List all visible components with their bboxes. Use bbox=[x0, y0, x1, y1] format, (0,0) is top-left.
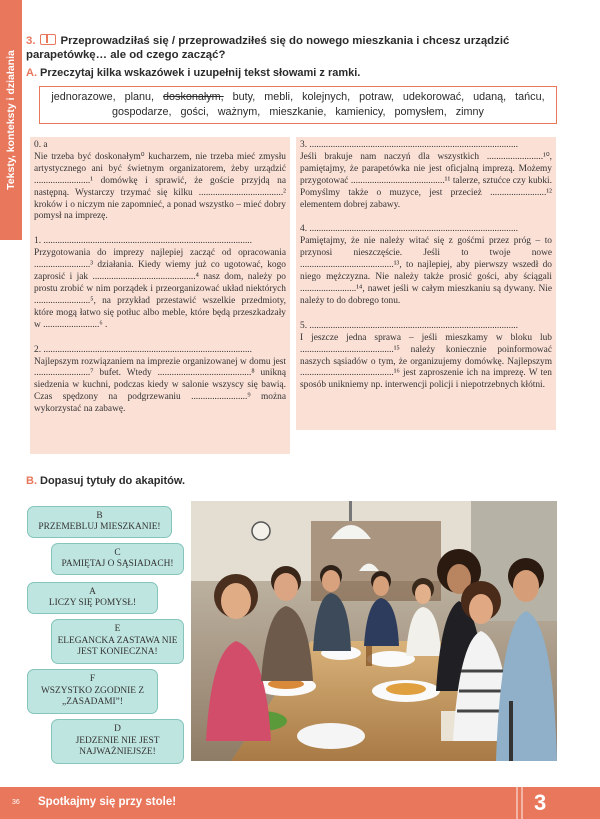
section-a-letter: A. bbox=[26, 67, 37, 79]
title-card-text: JEDZENIE NIE JEST NAJWAŻNIEJSZE! bbox=[75, 735, 160, 758]
exercise-heading bbox=[26, 34, 566, 62]
book-icon bbox=[40, 34, 56, 45]
word-bank-item: jednorazowe, bbox=[51, 91, 116, 103]
word-bank-item: buty, bbox=[232, 91, 256, 103]
text-paragraph: 4. ......................................................................................... Pamiętajmy, że nie należy witać się z gośćmi przez próg – to przynosi nieszczęście. Jeśli to twoje nowe ........................................¹³, to najlepiej, aby pierwszy wszedł do niego mężczyzna. Nie należy także prosić gości, aby ściągali ........................¹⁴, nawet jeśli w całym mieszkaniu są dywany. Nie należy to do dobrego tonu. bbox=[300, 224, 552, 306]
word-bank-item: zimny bbox=[455, 106, 484, 118]
title-card-letter: E bbox=[114, 624, 121, 635]
word-bank-item: tańcu, bbox=[515, 91, 545, 103]
word-bank-box bbox=[39, 86, 557, 124]
title-card-letter: B bbox=[96, 510, 103, 521]
title-card-letter: F bbox=[89, 674, 96, 685]
text-paragraph: 5. ......................................................................................... I jeszcze jedna sprawa – jeśli mieszkamy w bloku lub ........................................¹⁵ należy koniecznie poinformować naszych sąsiadów o tym, że organizujemy domówkę. Najlepszym ........................................¹⁶ jest zaproszenie ich na imprezę. W ten sposób unikniemy np. interwencji policji i niepotrzebnych kłótni. bbox=[300, 320, 552, 391]
title-card-letter: A bbox=[89, 586, 96, 597]
section-b-letter: B. bbox=[26, 475, 37, 487]
title-card[interactable] bbox=[27, 582, 158, 614]
text-paragraph: 0. a Nie trzeba być doskonałym⁰ kucharzem, nie trzeba mieć zmysłu artystycznego ani być świetnym organizatorem, żeby urządzić ........................¹ domówkę i sprawić, że goście przyjdą na następną. Wystarczy trzymać się kilku ....................................² kroków i o niczym nie zapomnieć, a ponad wszystko – mieć dobry pomysł na imprezę. bbox=[34, 140, 286, 222]
word-bank-item: mebli, bbox=[264, 91, 294, 103]
word-bank-item: planu, bbox=[124, 91, 155, 103]
side-section-tab bbox=[0, 0, 22, 240]
page-footer bbox=[0, 787, 600, 819]
exercise-question: Przeprowadziłaś się / przeprowadziłeś się do nowego mieszkania i chcesz urządzić parapetówkę… ale od czego zacząć? bbox=[26, 35, 510, 61]
text-column-left bbox=[30, 137, 290, 454]
text-paragraph: 3. ......................................................................................... Jeśli brakuje nam naczyń dla wszystkich ........................¹⁰, pamiętajmy, że parapetówka nie jest oficjalną imprezą. Możemy przygotować ........................................¹¹ talerze, sztućce czy kubki. Pomyślmy także o muzyce, jest przecież ........................¹² elementem dobrej zabawy. bbox=[300, 140, 552, 210]
page-number: 36 bbox=[12, 799, 20, 806]
word-bank-item: pomysłem, bbox=[394, 106, 447, 118]
section-a-heading bbox=[26, 67, 360, 79]
title-card[interactable] bbox=[51, 619, 184, 664]
title-card-letter: C bbox=[114, 547, 121, 558]
word-bank-item: udekorować, bbox=[402, 91, 465, 103]
title-card-letter: D bbox=[114, 724, 121, 735]
word-bank-item: ważnym, bbox=[217, 106, 261, 118]
word-bank-item: kolejnych, bbox=[302, 91, 351, 103]
word-bank-item: gości, bbox=[180, 106, 209, 118]
dinner-party-photo bbox=[191, 501, 557, 761]
title-card[interactable] bbox=[51, 543, 184, 575]
title-card-text: WSZYSTKO ZGODNIE Z „ZASADAMI”! bbox=[40, 685, 145, 708]
word-bank-item: doskonałym, bbox=[163, 91, 224, 103]
word-bank-item: mieszkanie, bbox=[269, 106, 327, 118]
title-card[interactable] bbox=[27, 506, 172, 538]
footer-divider bbox=[516, 787, 518, 819]
word-bank-item: potraw, bbox=[359, 91, 394, 103]
unit-number: 3 bbox=[534, 790, 547, 815]
word-bank-item: kamienicy, bbox=[335, 106, 386, 118]
word-bank-item: gospodarze, bbox=[112, 106, 172, 118]
chapter-title: Spotkajmy się przy stole! bbox=[38, 796, 177, 808]
title-card-text: LICZY SIĘ POMYSŁ! bbox=[48, 598, 137, 608]
title-card-text: ELEGANCKA ZASTAWA NIE JEST KONIECZNA! bbox=[57, 635, 178, 658]
exercise-number: 3. bbox=[26, 35, 36, 47]
section-a-instruction: Przeczytaj kilka wskazówek i uzupełnij tekst słowami z ramki. bbox=[40, 67, 361, 79]
footer-divider bbox=[521, 787, 523, 819]
side-section-label: Teksty, konteksty i działania bbox=[5, 50, 17, 190]
title-card-text: PRZEMEBLUJ MIESZKANIE! bbox=[38, 522, 161, 532]
title-card[interactable] bbox=[51, 719, 184, 764]
word-bank-item: udaną, bbox=[473, 91, 507, 103]
text-column-right bbox=[296, 137, 556, 430]
title-card-text: PAMIĘTAJ O SĄSIADACH! bbox=[61, 559, 174, 569]
title-card[interactable] bbox=[27, 669, 158, 714]
text-paragraph: 2. ......................................................................................... Najlepszym rozwiązaniem na imprezie organizowanej w domu jest ........................⁷ bufet. Wtedy ........................................⁸ unikną siedzenia w kuchni, podczas kiedy w salonie wszyscy się bawią. Czas spędzony na podgrzewaniu ........................⁹ można wykorzystać na zabawę. bbox=[34, 344, 286, 415]
text-paragraph: 1. ......................................................................................... Przygotowania do imprezy najlepiej zacząć od opracowania ........................³ działania. Kiedy wiemy już co ugotować, kogo zaprosić i jak ............................................⁴ nasz dom, należy po prostu zrobić w nim porządek i przeorganizować układ niektórych ........................⁵, na przykład przestawić wszelkie przedmioty, które mogą łatwo się potłuc albo meble, które będą przeszkadzały w ........................⁶ . bbox=[34, 236, 286, 330]
section-b-heading bbox=[26, 475, 185, 487]
section-b-instruction: Dopasuj tytuły do akapitów. bbox=[40, 475, 186, 487]
